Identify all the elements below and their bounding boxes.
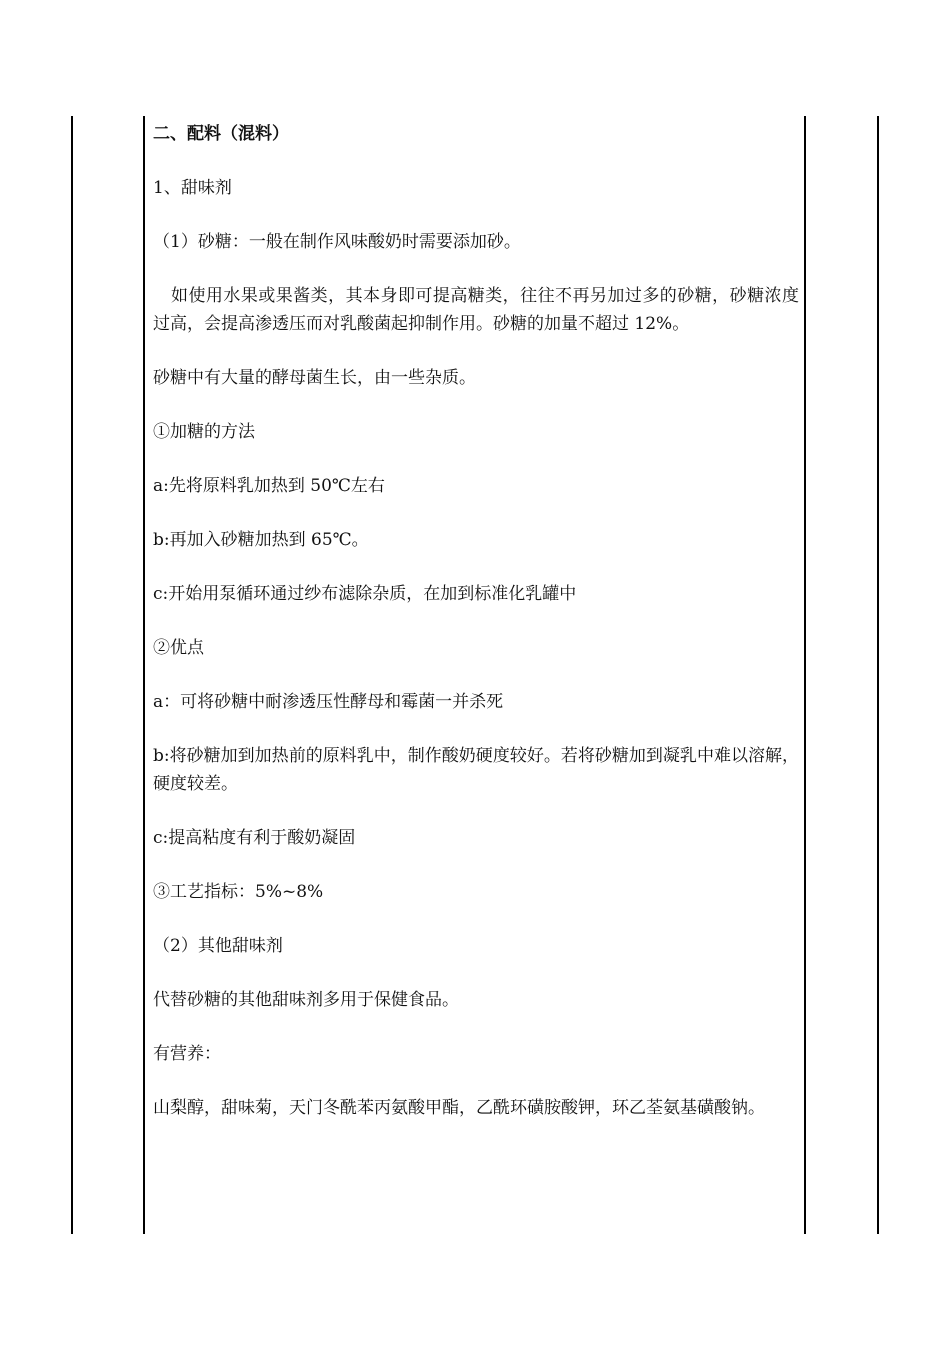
list-item: b:再加入砂糖加热到 65℃。 <box>153 530 369 550</box>
section-title: 二、配料（混料） <box>153 124 289 144</box>
list-item: b:将砂糖加到加热前的原料乳中，制作酸奶硬度较好。若将砂糖加到凝乳中难以溶解，硬度较差。 <box>153 746 799 794</box>
paragraph-sugar: （1）砂糖：一般在制作风味酸奶时需要添加砂。 <box>153 232 521 252</box>
table-cell-content <box>153 120 799 1148</box>
process-indicator: ③工艺指标：5%~8% <box>153 882 324 902</box>
list-item: c:开始用泵循环通过纱布滤除杂质，在加到标准化乳罐中 <box>153 584 577 604</box>
paragraph-yeast: 砂糖中有大量的酵母菌生长，由一些杂质。 <box>153 368 476 388</box>
paragraph-nutritional: 有营养： <box>153 1044 221 1064</box>
table-border-right-inner <box>804 116 806 1234</box>
table-border-left-outer <box>71 116 73 1234</box>
list-item: a:先将原料乳加热到 50℃左右 <box>153 476 385 496</box>
list-heading-method: ①加糖的方法 <box>153 422 255 442</box>
subsection-heading: （2）其他甜味剂 <box>153 936 283 956</box>
paragraph-sugar-detail: 如使用水果或果酱类，其本身即可提高糖类，往往不再另加过多的砂糖，砂糖浓度过高，会提高渗透压而对乳酸菌起抑制作用。砂糖的加量不超过 12%。 <box>153 286 799 334</box>
list-heading-advantages: ②优点 <box>153 638 204 658</box>
table-border-right-outer <box>877 116 879 1234</box>
paragraph-sweetener-list: 山梨醇，甜味菊，天门冬酰苯丙氨酸甲酯，乙酰环磺胺酸钾，环乙荃氨基磺酸钠。 <box>153 1098 765 1118</box>
subsection-heading: 1、甜味剂 <box>153 178 232 198</box>
table-border-left-inner <box>143 116 145 1234</box>
list-item: a：可将砂糖中耐渗透压性酵母和霉菌一并杀死 <box>153 692 504 712</box>
list-item: c:提高粘度有利于酸奶凝固 <box>153 828 356 848</box>
paragraph-health-food: 代替砂糖的其他甜味剂多用于保健食品。 <box>153 990 459 1010</box>
